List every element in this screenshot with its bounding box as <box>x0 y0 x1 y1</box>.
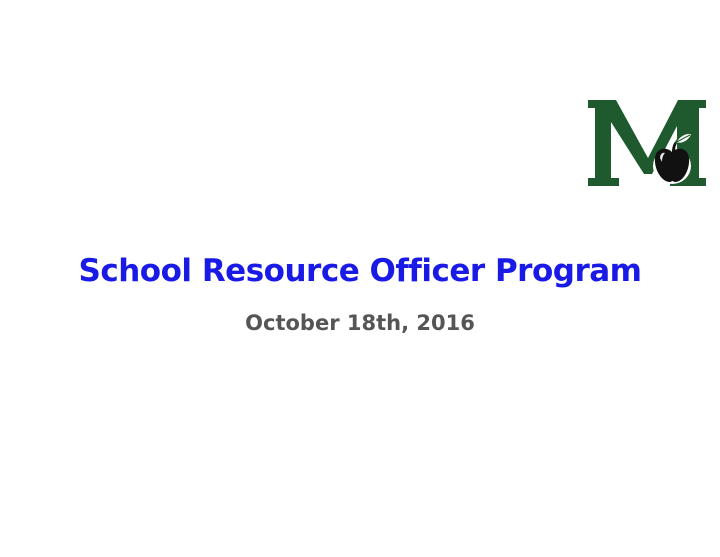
school-logo-m-apple-icon <box>586 96 710 190</box>
slide-subtitle: October 18th, 2016 <box>245 311 475 335</box>
logo-svg <box>586 96 710 190</box>
slide-title: School Resource Officer Program <box>78 253 642 289</box>
